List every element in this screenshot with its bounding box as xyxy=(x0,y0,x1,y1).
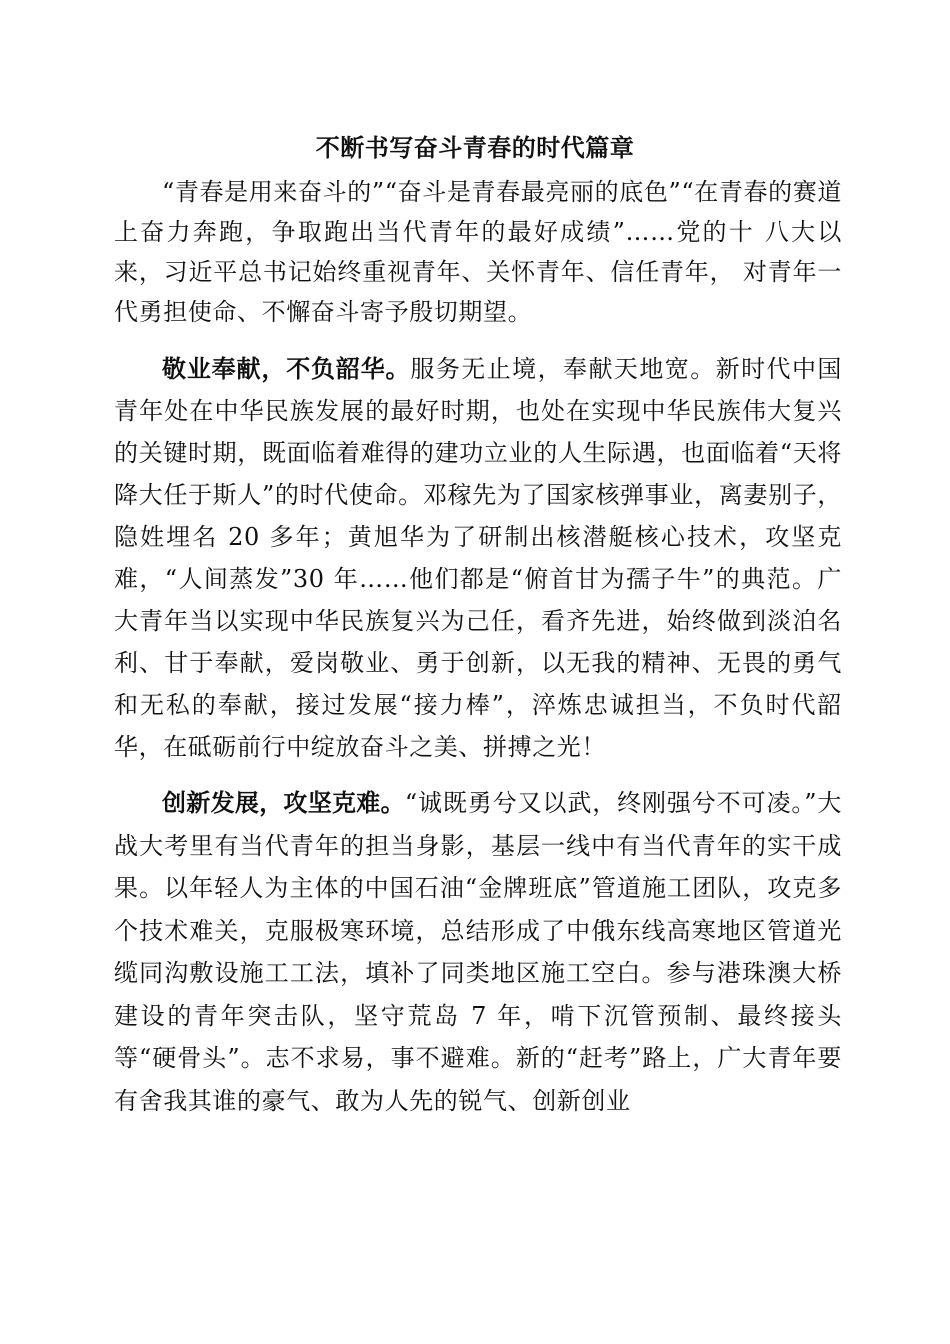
paragraph-text: 服务无止境，奉献天地宽。新时代中国青年处在中华民族发展的最好时期，也处在实现中华民族伟大复兴的关键时期，既面临着难得的建功立业的人生际遇，也面临着“天将降大任于斯人”的时代使命。邓稼先为了国家核弹事业，离妻别子，隐姓埋名 20 多年；黄旭华为了研制出核潜艇核心技术，攻坚克难，“人间蒸发”30 年……他们都是“俯首甘为孺子牛”的典范。广大青年当以实现中华民族复兴为己任，看齐先进，始终做到淡泊名利、甘于奉献，爱岗敬业、勇于创新，以无我的精神、无畏的勇气和无私的奉献，接过发展“接力棒”，淬炼忠诚担当，不负时代韶华，在砥砺前行中绽放奋斗之美、拼搏之光！ xyxy=(114,355,843,761)
paragraph-intro xyxy=(114,172,842,332)
paragraph-dedication xyxy=(114,348,842,768)
paragraph-text: “诚既勇兮又以武，终刚强兮不可凌。”大战大考里有当代青年的担当身影，基层一线中有当代青年的实干成果。以年轻人为主体的中国石油“金牌班底”管道施工团队，攻克多个技术难关，克服极寒环境，总结形成了中俄东线高寒地区管道光缆同沟敷设施工工法，填补了同类地区施工空白。参与港珠澳大桥建设的青年突击队，坚守荒岛 7 年，啃下沉管预制、最终接头等“硬骨头”。志不求易，事不避难。新的“赶考”路上，广大青年要有舍我其谁的豪气、敢为人先的锐气、创新创业 xyxy=(114,789,842,1115)
paragraph-heading: 创新发展，攻坚克难。 xyxy=(162,789,405,817)
paragraph-heading: 敬业奉献，不负韶华。 xyxy=(162,355,411,383)
document-title: 不断书写奋斗青春的时代篇章 xyxy=(315,134,635,162)
paragraph-innovation xyxy=(114,782,842,1122)
paragraph-text: “青春是用来奋斗的”“奋斗是青春最亮丽的底色”“在青春的赛道上奋力奔跑，争取跑出当代青年的最好成绩”……党的十 八大以来，习近平总书记始终重视青年、关怀青年、信任青年， 对青年一代勇担使命、不懈奋斗寄予殷切期望。 xyxy=(114,178,842,326)
